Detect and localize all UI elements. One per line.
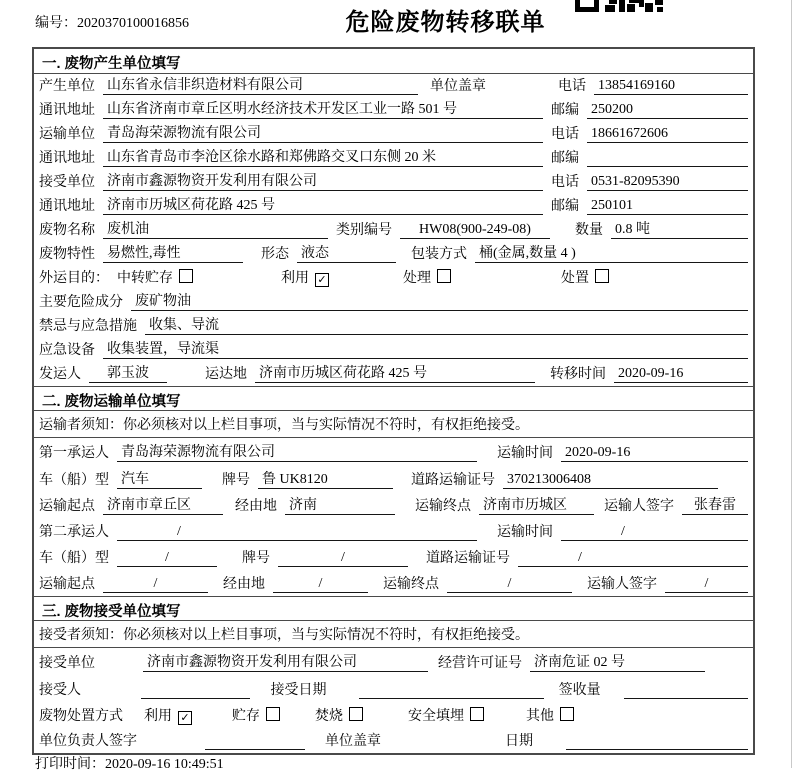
transporter-unit-row <box>34 122 753 146</box>
producer-address-value: 山东省济南市章丘区明水经济技术开发区工业一路 501 号 <box>103 98 543 119</box>
unit-seal-label: 单位盖章 <box>430 79 486 94</box>
checkbox-icon <box>179 269 193 283</box>
print-time-value: 2020-09-16 10:49:51 <box>105 757 224 772</box>
receiver-unit-label: 接受单位 <box>39 175 95 190</box>
origin1-value: 济南市章丘区 <box>103 494 223 515</box>
document-header <box>0 0 796 46</box>
consignor-row <box>34 362 753 386</box>
option-label: 利用 <box>144 709 172 724</box>
purpose-option-dispose <box>561 267 609 287</box>
print-time-label: 打印时间： <box>35 757 105 772</box>
emergency-equipment-value: 收集装置，导流渠 <box>103 338 748 359</box>
recipient-value <box>141 682 250 699</box>
transporter-phone-value: 18661672606 <box>587 126 748 143</box>
second-carrier-time-value: / <box>561 524 748 541</box>
origin-label: 运输起点 <box>39 499 95 514</box>
producer-phone-value: 13854169160 <box>594 78 748 95</box>
recipient-label: 接受人 <box>39 683 81 698</box>
license2-value: / <box>518 550 748 567</box>
phone-label: 电话 <box>551 175 579 190</box>
option-label: 中转贮存 <box>117 271 173 286</box>
vehicle2-type-value: / <box>117 550 217 567</box>
serial-label: 编号： <box>35 16 77 31</box>
address-label: 通讯地址 <box>39 151 95 166</box>
vehicle1-row <box>34 465 753 492</box>
producer-address-row <box>34 98 753 122</box>
date-label: 日期 <box>505 734 533 749</box>
producer-unit-value: 山东省永信非织造材料有限公司 <box>103 74 418 95</box>
vehicle1-type-value: 汽车 <box>117 468 202 489</box>
category-value: HW08(900-249-08) <box>400 222 550 239</box>
endpoint-label: 运输终点 <box>415 499 471 514</box>
first-carrier-value: 青岛海荣源物流有限公司 <box>117 441 477 462</box>
waste-name-row <box>34 218 753 242</box>
option-label: 贮存 <box>232 709 260 724</box>
checkbox-icon <box>560 707 574 721</box>
checkbox-icon: ✓ <box>315 273 329 287</box>
receiver-phone-value: 0531-82095390 <box>587 174 748 191</box>
vehicle2-row <box>34 544 753 570</box>
destination-value: 济南市历城区荷花路 425 号 <box>255 362 535 383</box>
taboo-measures-label: 禁忌与应急措施 <box>39 319 137 334</box>
transport-time-label: 运输时间 <box>497 525 553 540</box>
receiver-unit-value: 济南市鑫源物资开发利用有限公司 <box>103 170 543 191</box>
checkbox-icon: ✓ <box>178 711 192 725</box>
producer-unit-row <box>34 74 753 98</box>
print-time <box>35 753 224 773</box>
section1-header: 一. 废物产生单位填写 <box>34 49 753 74</box>
disposal-option-store <box>232 705 280 725</box>
serial-value: 2020370100016856 <box>77 16 189 31</box>
via-label: 经由地 <box>223 577 265 592</box>
disposal-option-incinerate <box>315 705 363 725</box>
zip-label: 邮编 <box>551 199 579 214</box>
taboo-measures-row <box>34 314 753 338</box>
transfer-time-label: 转移时间 <box>550 367 606 382</box>
quantity-label: 数量 <box>575 223 603 238</box>
route2-row <box>34 570 753 596</box>
hazard-component-row <box>34 290 753 314</box>
checkbox-icon <box>595 269 609 283</box>
address-label: 通讯地址 <box>39 199 95 214</box>
checkbox-icon <box>470 707 484 721</box>
form-state-label: 形态 <box>261 247 289 262</box>
transporter-address-value: 山东省青岛市李沧区徐水路和郑佛路交叉口东侧 20 米 <box>103 146 543 167</box>
page-title: 危险废物转移联单 <box>345 9 546 36</box>
waste-name-label: 废物名称 <box>39 223 95 238</box>
scan-page-edge <box>791 0 792 768</box>
address-label: 通讯地址 <box>39 103 95 118</box>
transfer-purpose-label: 外运目的： <box>39 271 109 286</box>
receiver-notice-text: 接受者须知：你必须核对以上栏目事项，当与实际情况不符时，有权拒绝接受。 <box>39 628 529 643</box>
plate2-value: / <box>278 550 408 567</box>
consignor-label: 发运人 <box>39 367 81 382</box>
emergency-equipment-row <box>34 338 753 362</box>
quantity-value: 0.8 吨 <box>611 218 748 239</box>
producer-zip-value: 250200 <box>587 102 748 119</box>
manifest-form <box>32 47 755 755</box>
disposal-method-row <box>34 702 753 728</box>
producer-unit-label: 产生单位 <box>39 79 95 94</box>
vehicle-type-label: 车（船）型 <box>39 473 109 488</box>
end1-value: 济南市历城区 <box>479 494 594 515</box>
hazard-component-label: 主要危险成分 <box>39 295 123 310</box>
disposal-option-other <box>526 705 574 725</box>
second-carrier-label: 第二承运人 <box>39 525 109 540</box>
plate1-value: 鲁 UK8120 <box>258 468 393 489</box>
phone-label: 电话 <box>551 127 579 142</box>
destination-label: 运达地 <box>205 367 247 382</box>
first-carrier-row <box>34 438 753 465</box>
consignor-value: 郭玉波 <box>89 362 167 383</box>
transporter-notice-text: 运输者须知：你必须核对以上栏目事项，当与实际情况不符时，有权拒绝接受。 <box>39 418 529 433</box>
receiver-notice-row <box>34 621 753 648</box>
receiver-address-value: 济南市历城区荷花路 425 号 <box>103 194 543 215</box>
second-carrier-row <box>34 518 753 544</box>
vehicle-type-label: 车（船）型 <box>39 551 109 566</box>
option-label: 安全填埋 <box>408 709 464 724</box>
receiver-zip-value: 250101 <box>587 198 748 215</box>
via2-value: / <box>273 576 368 593</box>
origin2-value: / <box>103 576 208 593</box>
waste-character-label: 废物特性 <box>39 247 95 262</box>
disposal-method-label: 废物处置方式 <box>39 709 123 724</box>
disposal-option-landfill <box>408 705 484 725</box>
accept-unit-value: 济南市鑫源物资开发利用有限公司 <box>143 651 428 672</box>
received-amount-value <box>624 682 748 699</box>
transporter-unit-label: 运输单位 <box>39 127 95 142</box>
origin-label: 运输起点 <box>39 577 95 592</box>
end2-value: / <box>447 576 572 593</box>
checkbox-icon <box>349 707 363 721</box>
transporter-sign-label: 运输人签字 <box>604 499 674 514</box>
road-license-label: 道路运输证号 <box>411 473 495 488</box>
transport-time-label: 运输时间 <box>497 446 553 461</box>
waste-character-row <box>34 242 753 266</box>
option-label: 焚烧 <box>315 709 343 724</box>
via-label: 经由地 <box>235 499 277 514</box>
taboo-measures-value: 收集、导流 <box>145 314 748 335</box>
zip-label: 邮编 <box>551 151 579 166</box>
endpoint-label: 运输终点 <box>383 577 439 592</box>
unit-seal-label: 单位盖章 <box>325 734 381 749</box>
accept-date-label: 接受日期 <box>270 683 327 698</box>
sign2-value: / <box>665 576 748 593</box>
option-label: 处理 <box>403 271 431 286</box>
transporter-notice-row <box>34 411 753 438</box>
checkbox-icon <box>266 707 280 721</box>
accept-date-value <box>359 682 543 699</box>
route1-row <box>34 492 753 518</box>
plate-label: 牌号 <box>242 551 270 566</box>
form-state-value: 液态 <box>297 242 396 263</box>
via1-value: 济南 <box>285 494 395 515</box>
transporter-unit-value: 青岛海荣源物流有限公司 <box>103 122 543 143</box>
sign1-value: 张春雷 <box>682 494 748 515</box>
recipient-row <box>34 675 753 702</box>
category-label: 类别编号 <box>336 223 392 238</box>
first-carrier-label: 第一承运人 <box>39 446 109 461</box>
receiver-unit-row <box>34 170 753 194</box>
packing-value: 桶(金属,数量 4 ) <box>475 242 748 263</box>
receiver-address-row <box>34 194 753 218</box>
head-signature-label: 单位负责人签字 <box>39 734 137 749</box>
permit-label: 经营许可证号 <box>438 656 522 671</box>
phone-label: 电话 <box>558 79 586 94</box>
road-license-label: 道路运输证号 <box>426 551 510 566</box>
permit-value: 济南危证 02 号 <box>530 651 705 672</box>
license1-value: 370213006408 <box>503 472 718 489</box>
option-label: 利用 <box>281 271 309 286</box>
option-label: 其他 <box>526 709 554 724</box>
transporter-zip-value <box>587 150 748 167</box>
date-value <box>566 733 748 750</box>
option-label: 处置 <box>561 271 589 286</box>
section3-header: 三. 废物接受单位填写 <box>34 596 753 621</box>
waste-name-value: 废机油 <box>103 218 328 239</box>
accept-unit-label: 接受单位 <box>39 656 95 671</box>
head-signature-row <box>34 728 753 753</box>
purpose-option-utilize <box>281 267 329 287</box>
emergency-equipment-label: 应急设备 <box>39 343 95 358</box>
transfer-time-value: 2020-09-16 <box>614 366 748 383</box>
waste-character-value: 易燃性,毒性 <box>103 242 243 263</box>
received-amount-label: 签收量 <box>558 683 601 698</box>
head-signature-value <box>205 733 305 750</box>
first-carrier-time-value: 2020-09-16 <box>561 445 748 462</box>
qr-code-icon <box>575 0 663 12</box>
zip-label: 邮编 <box>551 103 579 118</box>
accept-unit-row <box>34 648 753 675</box>
section2-header: 二. 废物运输单位填写 <box>34 386 753 411</box>
packing-label: 包装方式 <box>411 247 467 262</box>
purpose-option-storage <box>117 267 193 287</box>
transporter-address-row <box>34 146 753 170</box>
transfer-purpose-row <box>34 266 753 290</box>
disposal-option-utilize <box>144 705 192 725</box>
purpose-option-treat <box>403 267 451 287</box>
second-carrier-value: / <box>117 524 477 541</box>
checkbox-icon <box>437 269 451 283</box>
plate-label: 牌号 <box>222 473 250 488</box>
transporter-sign-label: 运输人签字 <box>587 577 657 592</box>
hazard-component-value: 废矿物油 <box>131 290 748 311</box>
